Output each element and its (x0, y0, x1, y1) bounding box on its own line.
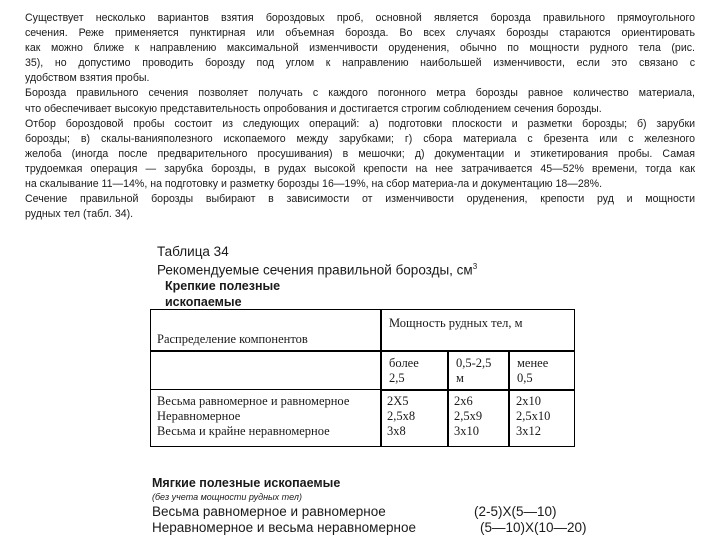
subheader-line: менее (517, 356, 549, 370)
soft-row-value: (5—10)Х(10—20) (480, 520, 587, 535)
paragraph-1 (25, 11, 695, 86)
text-line: удобством взятия пробы. (25, 72, 150, 85)
soft-row-label: Неравномерное и весьма неравномерное (152, 520, 416, 535)
header-thickness: Мощность рудных тел, м (389, 316, 523, 330)
text-line: борозды; в) скалы-ванияполезного ископаемого между зарубками; г) сбора материала с брезента или с железного (25, 132, 695, 145)
caption-superscript: 3 (472, 262, 478, 271)
sections-table (150, 309, 575, 447)
cell-value: 2Х5 (387, 394, 409, 408)
text-line: 35), но допустимо проводить борозду под углом к направлению наибольшей изменчивости, если это связано с (25, 57, 695, 70)
body-text (25, 11, 695, 222)
table-col-under (516, 394, 550, 439)
cell-value: 2х6 (454, 394, 473, 408)
cell-value: 2,5х10 (516, 409, 551, 423)
subheader-line: более (389, 356, 419, 370)
row-label: Весьма равномерное и равномерное (157, 394, 350, 408)
table-caption (157, 262, 477, 278)
subheader-line: м (456, 371, 464, 385)
subheader-line: 0,5 (517, 371, 533, 385)
subheader-line: 0,5-2,5 (456, 356, 492, 370)
text-line: Сечение правильной борозды выбирают в зависимости от изменчивости оруденения, крепости руд и мощности (25, 193, 695, 206)
table-divider (151, 389, 574, 390)
subheader-line: 2,5 (389, 371, 405, 385)
soft-row-value: (2-5)Х(5—10) (474, 504, 557, 519)
cell-value: 3х12 (516, 424, 541, 438)
row-label: Весьма и крайне неравномерное (157, 424, 330, 438)
cell-value: 3х10 (454, 424, 479, 438)
paragraph-3 (25, 117, 695, 192)
text-line: Борозда правильного сечения позволяет получать с каждого погонного метра борозды равное количество материала, (25, 87, 695, 100)
section-hard-title-1: Крепкие полезные (165, 279, 281, 293)
row-label: Неравномерное (157, 409, 241, 423)
table-divider (508, 350, 510, 446)
table-divider (380, 310, 382, 446)
section-hard-title-2: ископаемые (165, 295, 242, 309)
soft-row-label: Весьма равномерное и равномерное (152, 504, 386, 519)
table-caption-text: Рекомендуемые сечения правильной борозды, см (157, 262, 473, 278)
text-line: рудных тел (табл. 34). (25, 208, 134, 221)
cell-value: 2,5х8 (387, 409, 416, 423)
cell-value: 2х10 (516, 394, 541, 408)
table-col-over (387, 394, 415, 439)
cell-value: 2,5х9 (454, 409, 483, 423)
subheader-under (517, 356, 548, 386)
text-line: желоба (иногда после предварительного просушивания) в мешочки; д) документации и этикетирования пробы. Самая (25, 147, 695, 160)
cell-value: 3х8 (387, 424, 406, 438)
text-line: как можно ближе к направлению максимальной изменчивости оруденения, обычно по мощности рудного тела (рис. (25, 42, 695, 55)
text-line: трудоемкая операция — зарубка борозды, в рудах высокой крепости на нее затрачивается 45—52% времени, тогда как (25, 162, 695, 175)
text-line: на скалывание 11—14%, на подготовку и разметку борозды 16—19%, на сбор материа-ла и документацию 18—28%. (25, 178, 603, 191)
subheader-mid (456, 356, 491, 386)
table-divider (151, 350, 574, 352)
paragraph-4 (25, 192, 695, 222)
text-line: Существует несколько вариантов взятия бороздовых проб, основной является борозда правильного прямоугольного (25, 12, 695, 24)
table-col-mid (454, 394, 482, 439)
table-number: Таблица 34 (157, 244, 229, 259)
header-distribution: Распределение компонентов (157, 332, 308, 346)
section-soft-title: Мягкие полезные ископаемые (152, 476, 341, 490)
subheader-over (389, 356, 419, 386)
text-line: Отбор бороздовой пробы состоит из следующих операций: а) подготовки плоскости и разметки борозды; б) зарубки (25, 117, 695, 130)
section-soft-note: (без учета мощности рудных тел) (152, 492, 302, 502)
text-line: сечения. Реже применяется пунктирная или объемная борозда. Во всех случаях борозды стараются ориентировать (25, 27, 695, 40)
table-divider (447, 350, 449, 446)
text-line: что обеспечивает высокую представительность опробования и достигается строгим соблюдением сечения борозды. (25, 102, 602, 115)
paragraph-2 (25, 86, 695, 116)
table-row-labels (157, 394, 349, 439)
